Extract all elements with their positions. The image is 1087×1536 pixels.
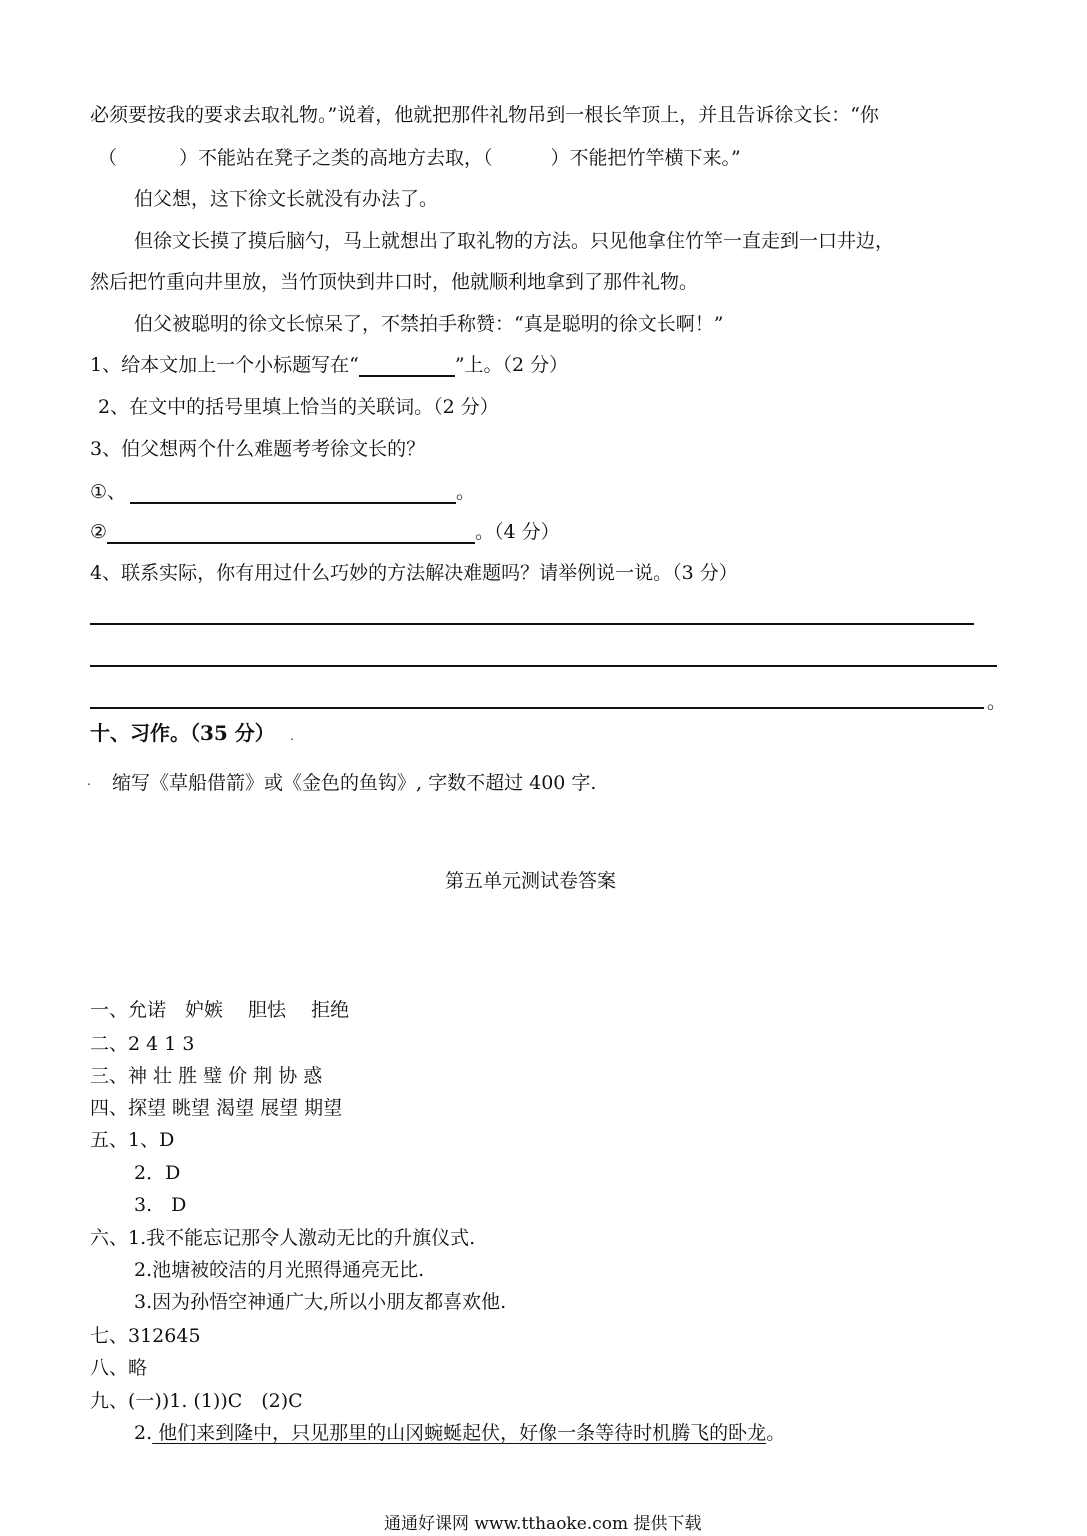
answer-item-7: 七、312645 [90, 1325, 201, 1347]
bracket-open: （ [98, 147, 118, 169]
question-3: 3、伯父想两个什么难题考考徐文长的？ [90, 438, 426, 460]
story-line-5: 伯父被聪明的徐文长惊呆了，不禁拍手称赞：“真是聪明的徐文长啊！” [134, 313, 724, 335]
answer-item-8: 八、略 [90, 1357, 148, 1379]
question-3-answer-1 [90, 480, 475, 504]
question-1-score: ”上。（2 分） [454, 354, 569, 376]
answer-line-2[interactable] [90, 665, 997, 667]
question-3-answer-2 [90, 520, 560, 544]
answer-2-label: ② [90, 521, 108, 543]
answer-9-2-text: 他们来到隆中，只见那里的山冈蜿蜒起伏，好像一条等待时机腾飞的卧龙 [152, 1422, 767, 1444]
answers-title: 第五单元测试卷答案 [445, 870, 617, 892]
story-line-1: 必须要按我的要求去取礼物。”说着，他就把那件礼物吊到一根长竿顶上，并且告诉徐文长：“你 [90, 104, 879, 126]
question-1-text: 1、给本文加上一个小标题写在“ [90, 354, 359, 376]
answer-item-5-2: 2．D [134, 1162, 181, 1184]
answer-item-2: 二、2 4 1 3 [90, 1033, 195, 1055]
footer-credit: 通通好课网 www.tthaoke.com 提供下载 [384, 1514, 702, 1534]
story-line-2-b: ）不能把竹竿横下来。” [550, 147, 741, 169]
answer-item-5-1: 五、1、D [90, 1129, 175, 1151]
title-blank[interactable] [359, 355, 455, 377]
answer-item-9-2 [134, 1421, 785, 1445]
answer-1-blank[interactable] [130, 482, 456, 504]
answer-item-4: 四、探望 眺望 渴望 展望 期望 [90, 1097, 343, 1119]
answer-item-6-1: 六、1.我不能忘记那令人激动无比的升旗仪式. [90, 1227, 476, 1249]
stray-mark: . [290, 729, 294, 743]
writing-prompt: 缩写《草船借箭》或《金色的鱼钩》, 字数不超过 400 字. [112, 772, 597, 794]
answer-item-6-2: 2.池塘被皎洁的月光照得通亮无比. [134, 1259, 425, 1281]
answer-item-6-3: 3.因为孙悟空神通广大,所以小朋友都喜欢他. [134, 1291, 507, 1313]
answer-9-2-number: 2. [134, 1422, 153, 1444]
answer-1-label: ①、 [90, 481, 127, 503]
story-line-2-a: ）不能站在凳子之类的高地方去取，（ [179, 147, 493, 169]
answer-line-end: 。 [987, 691, 1007, 713]
story-line-4a: 但徐文长摸了摸后脑勺，马上就想出了取礼物的方法。只见他拿住竹竿一直走到一口井边， [134, 230, 895, 252]
answer-line-3[interactable] [90, 707, 984, 709]
answer-item-1: 一、允诺 妒嫉 胆怯 拒绝 [90, 999, 350, 1021]
answer-item-3: 三、神 壮 胜 璧 价 荆 协 惑 [90, 1065, 323, 1087]
answer-1-end: 。 [456, 481, 476, 503]
answer-2-end: 。（4 分） [475, 521, 560, 543]
answer-9-2-end: 。 [766, 1422, 786, 1444]
story-line-3: 伯父想，这下徐文长就没有办法了。 [134, 188, 439, 210]
question-2: 2、在文中的括号里填上恰当的关联词。（2 分） [98, 396, 499, 418]
question-1 [90, 353, 568, 377]
answer-item-5-3: 3. D [134, 1194, 187, 1216]
answer-2-blank[interactable] [107, 522, 475, 544]
answer-item-9-1: 九、(一))1. (1))C (2)C [90, 1390, 303, 1412]
story-line-2 [98, 146, 741, 170]
answer-line-1[interactable] [90, 623, 974, 625]
story-line-4b: 然后把竹重向井里放，当竹顶快到井口时，他就顺利地拿到了那件礼物。 [90, 271, 699, 293]
question-4: 4、联系实际，你有用过什么巧妙的方法解决难题吗？请举例说一说。（3 分） [90, 562, 738, 584]
prompt-mark: . [87, 774, 91, 788]
writing-heading: 十、习作。（35 分） [90, 721, 275, 745]
